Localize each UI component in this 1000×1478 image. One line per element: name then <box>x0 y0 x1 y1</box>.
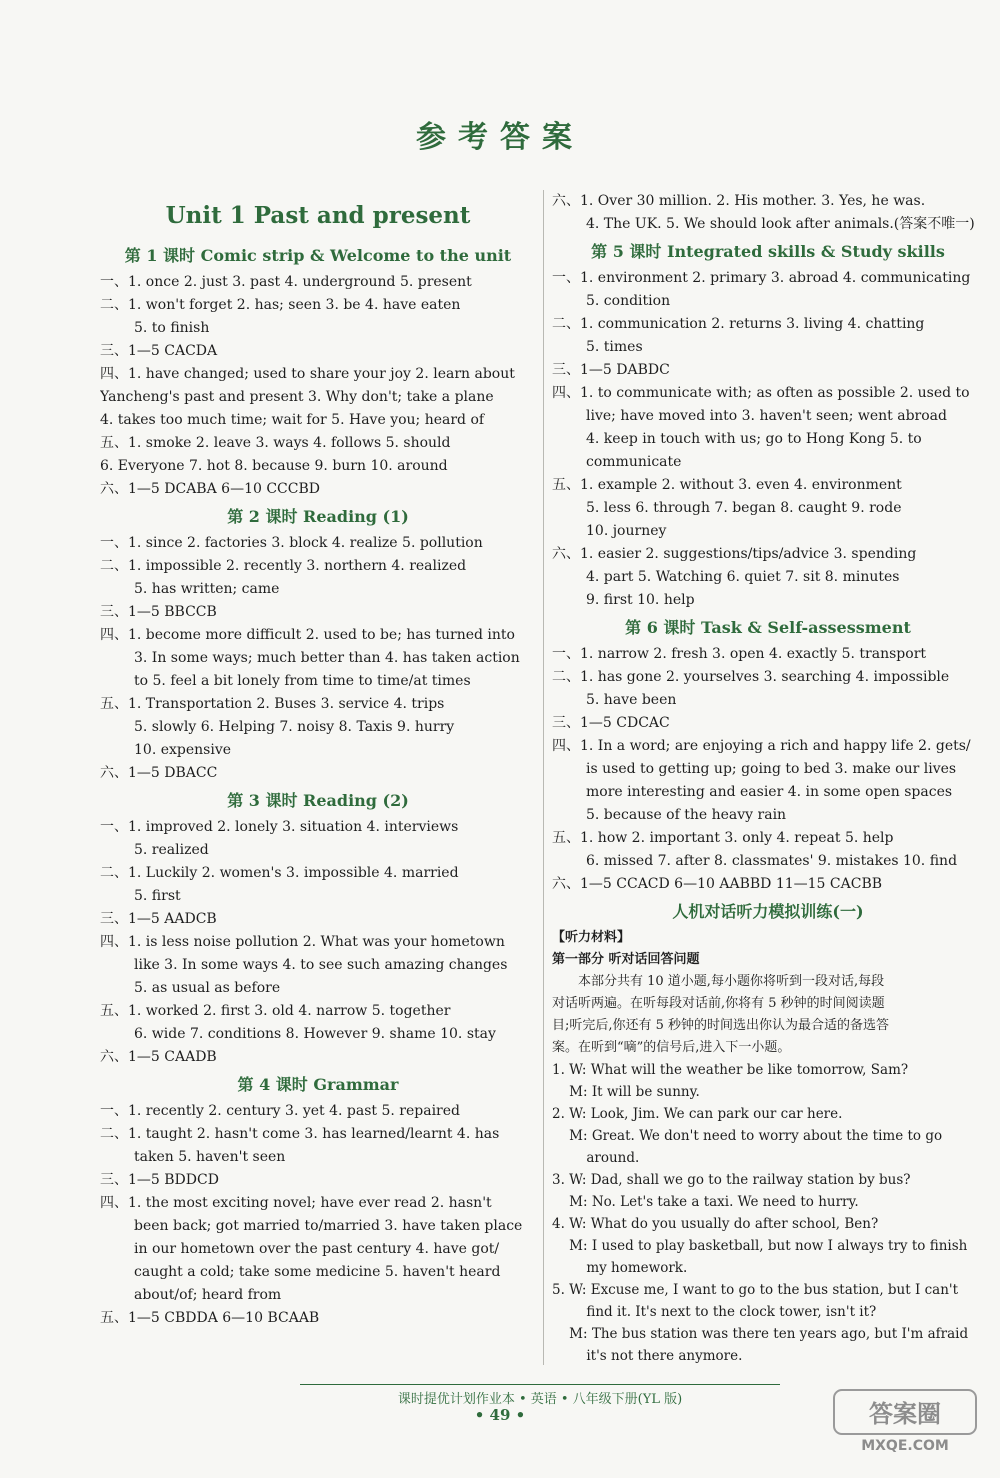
answer-line: 六、1—5 DBACC <box>100 765 218 781</box>
answer-line: 5. condition <box>586 293 671 309</box>
dialogue-line: 3. W: Dad, shall we go to the railway station by bus? <box>552 1172 911 1188</box>
answer-line: 10. journey <box>586 523 667 539</box>
answer-line: 六、1. easier 2. suggestions/tips/advice 3. spending <box>552 546 917 562</box>
answer-line: 五、1—5 CBDDA 6—10 BCAAB <box>100 1310 320 1326</box>
left-column <box>100 190 536 1330</box>
answer-line: 六、1—5 CAADB <box>100 1049 217 1065</box>
column-divider <box>543 190 544 1365</box>
answer-line: 二、1. impossible 2. recently 3. northern 4. realized <box>100 558 467 574</box>
answer-line: 5. have been <box>586 692 677 708</box>
answer-line: 二、1. communication 2. returns 3. living 4. chatting <box>552 316 925 332</box>
listening-part-title: 第一部分 听对话回答问题 <box>552 952 700 967</box>
answer-line: 六、1—5 DCABA 6—10 CCCBD <box>100 481 320 497</box>
answer-line: 5. first <box>134 888 181 904</box>
answer-line: 三、1—5 CDCAC <box>552 715 670 731</box>
answer-line: 6. wide 7. conditions 8. However 9. shame 10. stay <box>134 1026 496 1042</box>
unit-title: Unit 1 Past and present <box>165 202 471 229</box>
answer-line: 5. because of the heavy rain <box>586 807 787 823</box>
answer-line: 10. expensive <box>134 742 232 758</box>
watermark-text: 答案圈 <box>869 1400 941 1428</box>
dialogue-line: 1. W: What will the weather be like tomorrow, Sam? <box>552 1062 909 1078</box>
watermark-logo <box>830 1386 980 1456</box>
answer-line: 5. to finish <box>134 320 210 336</box>
dialogue-line: it's not there anymore. <box>552 1348 743 1364</box>
answer-line: 二、1. taught 2. hasn't come 3. has learned/learnt 4. has <box>100 1126 500 1142</box>
page-title: 参考答案 <box>416 120 584 155</box>
answer-line: 4. The UK. 5. We should look after animals.(答案不唯一) <box>586 216 975 232</box>
answer-line: 三、1—5 AADCB <box>100 911 217 927</box>
answer-line: 四、1. In a word; are enjoying a rich and happy life 2. gets/ <box>552 738 971 754</box>
watermark-url: MXQE.COM <box>861 1438 949 1454</box>
dialogue-line: M: No. Let's take a taxi. We need to hurry. <box>552 1194 859 1210</box>
answer-line: 四、1. have changed; used to share your joy 2. learn about <box>100 366 515 382</box>
answer-line: 6. Everyone 7. hot 8. because 9. burn 10. around <box>100 458 448 474</box>
lesson-title: 第 3 课时 Reading (2) <box>227 791 409 810</box>
answer-line: 三、1—5 DABDC <box>552 362 670 378</box>
answer-line: 5. times <box>586 339 643 355</box>
dialogue-line: my homework. <box>552 1260 688 1276</box>
answer-line: 4. part 5. Watching 6. quiet 7. sit 8. minutes <box>586 569 900 585</box>
answer-line: 6. missed 7. after 8. classmates' 9. mistakes 10. find <box>586 853 958 869</box>
answer-line: about/of; heard from <box>134 1287 282 1303</box>
answer-line: like 3. In some ways 4. to see such amazing changes <box>134 957 508 973</box>
dialogue-line: around. <box>552 1150 640 1166</box>
answer-line: 二、1. Luckily 2. women's 3. impossible 4. married <box>100 865 459 881</box>
dialogue-line: M: I used to play basketball, but now I always try to finish <box>552 1238 968 1254</box>
answer-line: 四、1. the most exciting novel; have ever read 2. hasn't <box>100 1195 492 1211</box>
footer-title: 课时提优计划作业本 • 英语 • 八年级下册(YL 版) <box>397 1392 683 1407</box>
answer-line: 三、1—5 BBCCB <box>100 604 217 620</box>
answer-line: 5. slowly 6. Helping 7. noisy 8. Taxis 9. hurry <box>134 719 455 735</box>
answer-line: 5. realized <box>134 842 209 858</box>
dialogue-line: 4. W: What do you usually do after school, Ben? <box>552 1216 879 1232</box>
answer-line: 五、1. Transportation 2. Buses 3. service 4. trips <box>100 696 445 712</box>
answer-line: taken 5. haven't seen <box>134 1149 286 1165</box>
answer-line: 五、1. example 2. without 3. even 4. environment <box>552 477 902 493</box>
page-number: • 49 • <box>474 1406 526 1424</box>
answer-line: 二、1. has gone 2. yourselves 3. searching 4. impossible <box>552 669 950 685</box>
listening-material-label: 【听力材料】 <box>552 930 631 945</box>
answer-line: 三、1—5 CACDA <box>100 343 218 359</box>
answer-line: 一、1. narrow 2. fresh 3. open 4. exactly 5. transport <box>552 646 927 662</box>
listening-title: 人机对话听力模拟训练(一) <box>672 902 864 921</box>
answer-line: 一、1. improved 2. lonely 3. situation 4. interviews <box>100 819 459 835</box>
answer-line: 六、1. Over 30 million. 2. His mother. 3. Yes, he was. <box>552 193 926 209</box>
answer-line: 9. first 10. help <box>586 592 695 608</box>
dialogue-line: 2. W: Look, Jim. We can park our car here. <box>552 1106 843 1122</box>
answer-line: in our hometown over the past century 4. have got/ <box>134 1241 500 1257</box>
answer-line: Yancheng's past and present 3. Why don't; take a plane <box>100 389 494 405</box>
footer-rule <box>300 1384 780 1385</box>
answer-line: 四、1. become more difficult 2. used to be; has turned into <box>100 627 515 643</box>
dialogue-line: 5. W: Excuse me, I want to go to the bus station, but I can't <box>552 1282 959 1298</box>
answer-line: 5. has written; came <box>134 581 280 597</box>
answer-line: 六、1—5 CCACD 6—10 AABBD 11—15 CACBB <box>552 876 883 892</box>
answer-line: 五、1. smoke 2. leave 3. ways 4. follows 5. should <box>100 435 451 451</box>
answer-line: 一、1. recently 2. century 3. yet 4. past 5. repaired <box>100 1103 461 1119</box>
answer-line: 4. takes too much time; wait for 5. Have you; heard of <box>100 412 485 428</box>
answer-line: communicate <box>586 454 682 470</box>
listening-intro-line: 对话听两遍。在听每段对话前,你将有 5 秒钟的时间阅读题 <box>552 996 885 1011</box>
answer-line: 3. In some ways; much better than 4. has taken action <box>134 650 520 666</box>
answer-line: 五、1. how 2. important 3. only 4. repeat 5. help <box>552 830 894 846</box>
answer-line: 一、1. environment 2. primary 3. abroad 4. communicating <box>552 270 971 286</box>
answer-line: 四、1. to communicate with; as often as possible 2. used to <box>552 385 970 401</box>
listening-intro-line: 案。在听到“嘀”的信号后,进入下一小题。 <box>552 1040 791 1055</box>
answer-line: 二、1. won't forget 2. has; seen 3. be 4. have eaten <box>100 297 461 313</box>
answer-line: 五、1. worked 2. first 3. old 4. narrow 5. together <box>100 1003 451 1019</box>
listening-intro-line: 目;听完后,你还有 5 秒钟的时间选出你认为最合适的备选答 <box>552 1018 890 1033</box>
answer-line: 三、1—5 BDDCD <box>100 1172 219 1188</box>
lesson-title: 第 6 课时 Task & Self-assessment <box>625 618 911 637</box>
dialogue-line: M: The bus station was there ten years ago, but I'm afraid <box>552 1326 969 1342</box>
answer-line: is used to getting up; going to bed 3. make our lives <box>586 761 957 777</box>
answer-line: 4. keep in touch with us; go to Hong Kong 5. to <box>586 431 922 447</box>
right-column <box>552 190 984 1367</box>
listening-intro-line: 本部分共有 10 道小题,每小题你将听到一段对话,每段 <box>578 974 885 989</box>
answer-line: 5. less 6. through 7. began 8. caught 9. rode <box>586 500 902 516</box>
answer-line: 一、1. since 2. factories 3. block 4. realize 5. pollution <box>100 535 483 551</box>
dialogue-line: M: It will be sunny. <box>552 1084 700 1100</box>
dialogue-line: M: Great. We don't need to worry about the time to go <box>552 1128 943 1144</box>
answer-line: 一、1. once 2. just 3. past 4. underground 5. present <box>100 274 472 290</box>
answer-line: 5. as usual as before <box>134 980 281 996</box>
dialogue-line: find it. It's next to the clock tower, isn't it? <box>552 1304 877 1320</box>
answer-line: more interesting and easier 4. in some open spaces <box>586 784 953 800</box>
lesson-title: 第 4 课时 Grammar <box>237 1075 399 1094</box>
lesson-title: 第 1 课时 Comic strip & Welcome to the unit <box>124 246 512 265</box>
answer-line: 四、1. is less noise pollution 2. What was your hometown <box>100 934 505 950</box>
answer-line: caught a cold; take some medicine 5. haven't heard <box>134 1264 501 1280</box>
lesson-title: 第 2 课时 Reading (1) <box>227 507 409 526</box>
answer-line: live; have moved into 3. haven't seen; went abroad <box>586 408 947 424</box>
answer-line: to 5. feel a bit lonely from time to time/at times <box>134 673 471 689</box>
lesson-title: 第 5 课时 Integrated skills & Study skills <box>591 242 945 261</box>
answer-line: been back; got married to/married 3. have taken place <box>134 1218 523 1234</box>
